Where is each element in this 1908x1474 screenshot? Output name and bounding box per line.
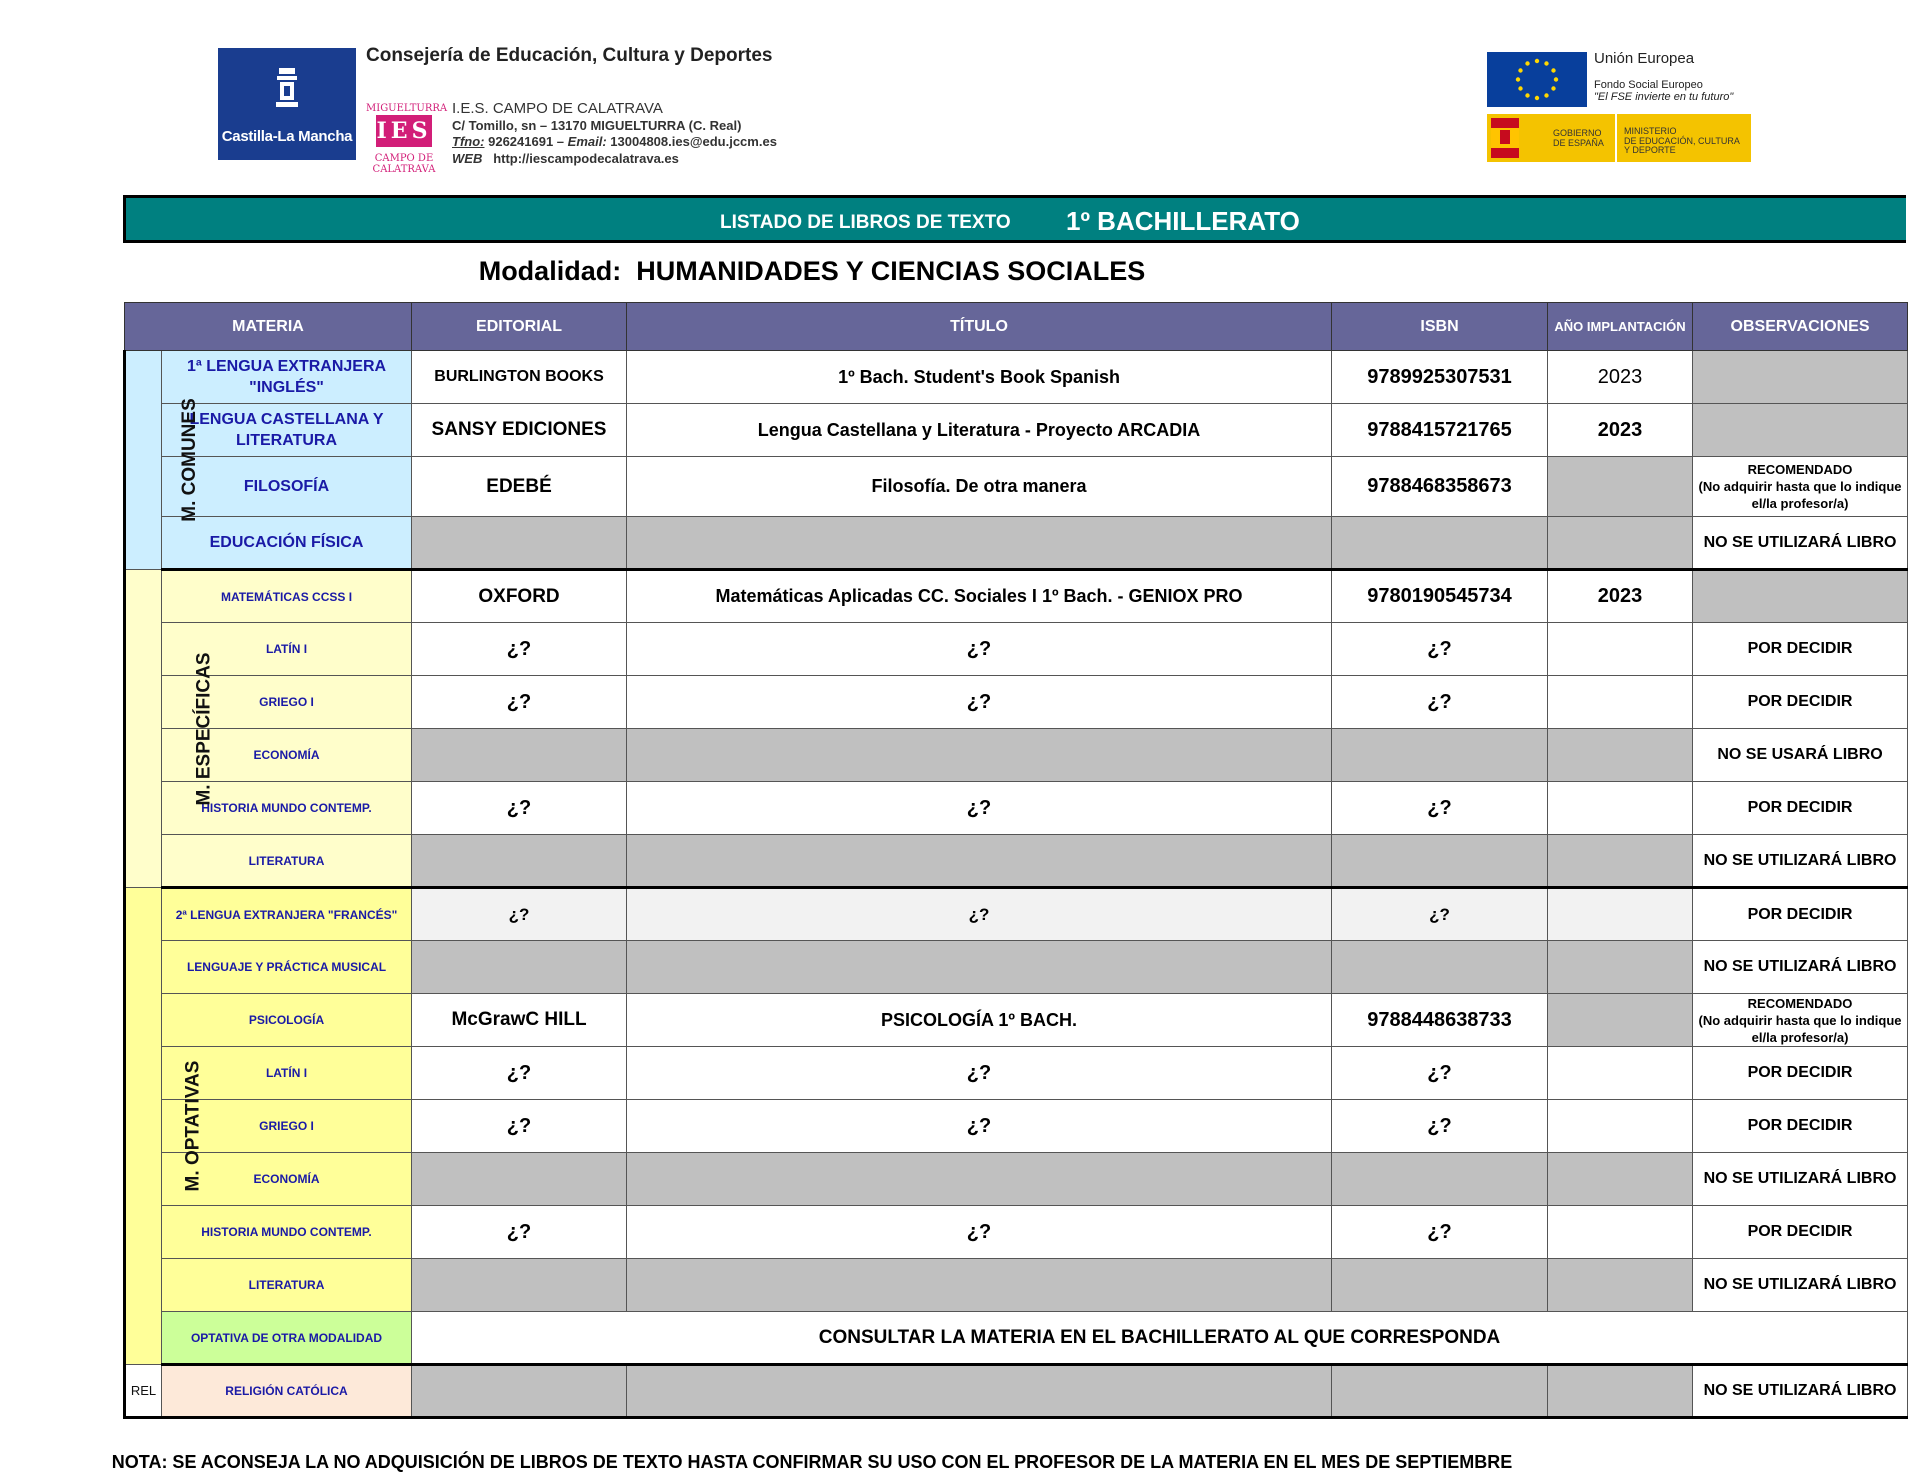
editorial-cell: ¿? xyxy=(412,676,627,729)
editorial-cell: ¿? xyxy=(412,1100,627,1153)
isbn-cell xyxy=(1332,1365,1548,1418)
titulo-cell: ¿? xyxy=(627,1100,1332,1153)
anio-cell xyxy=(1548,1100,1693,1153)
isbn-cell xyxy=(1332,1153,1548,1206)
gob-line2: DE ESPAÑA xyxy=(1553,137,1604,148)
editorial-cell: ¿? xyxy=(412,888,627,941)
isbn-cell xyxy=(1332,835,1548,888)
anio-cell: 2023 xyxy=(1548,570,1693,623)
editorial-cell: ¿? xyxy=(412,1206,627,1259)
table-header-row xyxy=(125,303,1908,351)
nota-footer: NOTA: SE ACONSEJA LA NO ADQUISICIÓN DE LIBROS DE TEXTO HASTA CONFIRMAR SU USO CON EL PROFESOR DE LA MATERIA EN EL MES DE SEPTIEMBRE xyxy=(111,1452,1513,1472)
anio-cell xyxy=(1548,517,1693,570)
editorial-cell: BURLINGTON BOOKS xyxy=(412,351,627,404)
editorial-cell xyxy=(412,941,627,994)
anio-cell xyxy=(1548,994,1693,1047)
materia-cell: PSICOLOGÍA xyxy=(162,994,412,1047)
col-materia: MATERIA xyxy=(125,303,412,351)
isbn-cell: ¿? xyxy=(1332,1047,1548,1100)
anio-cell xyxy=(1548,1259,1693,1312)
materia-cell: 1ª LENGUA EXTRANJERA "INGLÉS" xyxy=(162,351,412,404)
col-observaciones: OBSERVACIONES xyxy=(1693,303,1908,351)
materia-cell: GRIEGO I xyxy=(162,676,412,729)
modalidad-label: Modalidad: xyxy=(478,256,622,286)
group-optativas-label: M. OPTATIVAS xyxy=(182,1060,204,1192)
modalidad-value: HUMANIDADES Y CIENCIAS SOCIALES xyxy=(636,256,1146,286)
eu-title: Unión Europea xyxy=(1594,50,1695,67)
editorial-cell xyxy=(412,1259,627,1312)
table-row xyxy=(125,835,1908,888)
col-isbn: ISBN xyxy=(1332,303,1548,351)
isbn-cell: ¿? xyxy=(1332,1100,1548,1153)
isbn-cell: ¿? xyxy=(1332,1206,1548,1259)
titulo-cell: ¿? xyxy=(627,1047,1332,1100)
isbn-cell xyxy=(1332,941,1548,994)
group-especificas-label: M. ESPECÍFICAS xyxy=(193,651,215,806)
titulo-cell: ¿? xyxy=(627,888,1332,941)
titulo-cell xyxy=(627,729,1332,782)
group-optativas xyxy=(125,888,204,1365)
ies-logo-mid: IES xyxy=(376,115,432,147)
modalidad-heading xyxy=(0,256,1624,287)
group-especificas xyxy=(125,570,215,888)
banner-course: 1º BACHILLERATO xyxy=(1066,206,1300,236)
group-comunes-label: M. COMUNES xyxy=(178,398,200,522)
min-line3: Y DEPORTE xyxy=(1624,145,1676,155)
table-row xyxy=(125,1047,1908,1100)
materia-cell: RELIGIÓN CATÓLICA xyxy=(162,1365,412,1418)
materia-cell: EDUCACIÓN FÍSICA xyxy=(162,517,412,570)
observaciones-cell: POR DECIDIR xyxy=(1693,623,1908,676)
isbn-cell: 9780190545734 xyxy=(1332,570,1548,623)
ies-logo xyxy=(366,103,448,175)
obs-line: RECOMENDADO xyxy=(1747,995,1853,1011)
school-name: I.E.S. CAMPO DE CALATRAVA xyxy=(452,100,663,117)
observaciones-cell: POR DECIDIR xyxy=(1693,676,1908,729)
materia-cell: HISTORIA MUNDO CONTEMP. xyxy=(162,782,412,835)
observaciones-cell xyxy=(1693,351,1908,404)
observaciones-cell xyxy=(1693,404,1908,457)
editorial-cell xyxy=(412,1153,627,1206)
eu-text xyxy=(1594,50,1733,103)
table-row xyxy=(125,888,1908,941)
materia-cell: LENGUA CASTELLANA Y LITERATURA xyxy=(162,404,412,457)
materia-cell: 2ª LENGUA EXTRANJERA "FRANCÉS" xyxy=(162,888,412,941)
isbn-cell: 9788415721765 xyxy=(1332,404,1548,457)
table-row xyxy=(125,404,1908,457)
table-row xyxy=(125,1153,1908,1206)
isbn-cell: ¿? xyxy=(1332,676,1548,729)
titulo-cell: ¿? xyxy=(627,623,1332,676)
min-line2: DE EDUCACIÓN, CULTURA xyxy=(1624,135,1740,146)
editorial-cell xyxy=(412,1365,627,1418)
editorial-cell xyxy=(412,729,627,782)
table-row xyxy=(125,517,1908,570)
col-titulo: TÍTULO xyxy=(627,303,1332,351)
materia-cell: FILOSOFÍA xyxy=(162,457,412,517)
observaciones-cell: NO SE UTILIZARÁ LIBRO xyxy=(1693,517,1908,570)
titulo-cell xyxy=(627,941,1332,994)
observaciones-cell: POR DECIDIR xyxy=(1693,1206,1908,1259)
email-value[interactable]: 13004808.ies@edu.jccm.es xyxy=(610,134,777,149)
titulo-cell: 1º Bach. Student's Book Spanish xyxy=(627,351,1332,404)
anio-cell: 2023 xyxy=(1548,351,1693,404)
obs-line: (No adquirir hasta que lo indique xyxy=(1698,479,1902,494)
group-comunes xyxy=(125,351,200,570)
isbn-cell: ¿? xyxy=(1332,782,1548,835)
table-row xyxy=(125,457,1908,517)
observaciones-cell: POR DECIDIR xyxy=(1693,1047,1908,1100)
col-editorial: EDITORIAL xyxy=(412,303,627,351)
castilla-la-mancha-logo xyxy=(218,48,356,160)
observaciones-cell xyxy=(1693,570,1908,623)
editorial-cell: EDEBÉ xyxy=(412,457,627,517)
titulo-cell xyxy=(627,1365,1332,1418)
editorial-cell xyxy=(412,517,627,570)
titulo-cell: ¿? xyxy=(627,676,1332,729)
anio-cell: 2023 xyxy=(1548,404,1693,457)
titulo-cell: Lengua Castellana y Literatura - Proyecto ARCADIA xyxy=(627,404,1332,457)
titulo-cell xyxy=(627,517,1332,570)
table-row xyxy=(125,1312,1908,1365)
titulo-cell xyxy=(627,1259,1332,1312)
anio-cell xyxy=(1548,676,1693,729)
observaciones-cell: NO SE UTILIZARÁ LIBRO xyxy=(1693,1365,1908,1418)
titulo-cell: ¿? xyxy=(627,1206,1332,1259)
web-link[interactable]: http://iescampodecalatrava.es xyxy=(493,150,679,166)
obs-line: (No adquirir hasta que lo indique xyxy=(1698,1012,1902,1028)
title-banner xyxy=(123,195,1906,243)
obs-line: el/la profesor/a) xyxy=(1751,1029,1849,1045)
anio-cell xyxy=(1548,782,1693,835)
observaciones-cell: NO SE UTILIZARÁ LIBRO xyxy=(1693,1153,1908,1206)
school-contact xyxy=(452,134,777,151)
anio-cell xyxy=(1548,729,1693,782)
table-row xyxy=(125,1365,1908,1418)
materia-cell: ECONOMÍA xyxy=(162,729,412,782)
table-row xyxy=(125,676,1908,729)
anio-cell xyxy=(1548,457,1693,517)
ministerio-text xyxy=(1624,127,1740,156)
banner-label: LISTADO DE LIBROS DE TEXTO xyxy=(720,212,1011,233)
materia-cell: LITERATURA xyxy=(162,835,412,888)
eu-fund: Fondo Social Europeo xyxy=(1594,79,1703,91)
email-label: Email: xyxy=(567,134,607,149)
textbook-table xyxy=(123,302,1908,1419)
materia-cell: ECONOMÍA xyxy=(162,1153,412,1206)
materia-cell: LATÍN I xyxy=(162,1047,412,1100)
table-row xyxy=(125,1100,1908,1153)
materia-cell: GRIEGO I xyxy=(162,1100,412,1153)
anio-cell xyxy=(1548,1153,1693,1206)
coat-of-arms-icon xyxy=(270,66,304,110)
spain-shield-icon xyxy=(1491,118,1519,158)
isbn-cell xyxy=(1332,729,1548,782)
observaciones-cell: POR DECIDIR xyxy=(1693,1100,1908,1153)
observaciones-cell: NO SE UTILIZARÁ LIBRO xyxy=(1693,1259,1908,1312)
isbn-cell xyxy=(1332,1259,1548,1312)
isbn-cell: ¿? xyxy=(1332,623,1548,676)
isbn-cell: ¿? xyxy=(1332,888,1548,941)
table-row xyxy=(125,729,1908,782)
gob-separator xyxy=(1615,114,1617,162)
materia-cell: LENGUAJE Y PRÁCTICA MUSICAL xyxy=(162,941,412,994)
web-label: WEB xyxy=(452,150,483,166)
editorial-cell: SANSY EDICIONES xyxy=(412,404,627,457)
isbn-cell xyxy=(1332,517,1548,570)
materia-cell: LATÍN I xyxy=(162,623,412,676)
region-logo-text: Castilla-La Mancha xyxy=(221,128,353,145)
anio-cell xyxy=(1548,1365,1693,1418)
table-row xyxy=(125,570,1908,623)
observaciones-cell: POR DECIDIR xyxy=(1693,888,1908,941)
editorial-cell xyxy=(412,835,627,888)
editorial-cell: ¿? xyxy=(412,782,627,835)
editorial-cell: ¿? xyxy=(412,623,627,676)
materia-cell: OPTATIVA DE OTRA MODALIDAD xyxy=(162,1312,412,1365)
table-row xyxy=(125,1259,1908,1312)
table-row xyxy=(125,623,1908,676)
isbn-cell: 9788468358673 xyxy=(1332,457,1548,517)
group-rel: REL xyxy=(125,1365,162,1418)
observaciones-cell: NO SE USARÁ LIBRO xyxy=(1693,729,1908,782)
ies-logo-top: MIGUELTURRA xyxy=(366,103,448,114)
tfno-label: Tfno: xyxy=(452,134,485,149)
isbn-cell: 9788448638733 xyxy=(1332,994,1548,1047)
table-row xyxy=(125,994,1908,1047)
titulo-cell: Matemáticas Aplicadas CC. Sociales I 1º Bach. - GENIOX PRO xyxy=(627,570,1332,623)
isbn-cell: 9789925307531 xyxy=(1332,351,1548,404)
titulo-cell xyxy=(627,1153,1332,1206)
col-anio: AÑO IMPLANTACIÓN xyxy=(1548,303,1693,351)
gobierno-logo-bar xyxy=(1487,114,1751,162)
titulo-cell: PSICOLOGÍA 1º BACH. xyxy=(627,994,1332,1047)
school-web xyxy=(452,151,777,168)
titulo-cell xyxy=(627,835,1332,888)
obs-line: el/la profesor/a) xyxy=(1751,496,1849,511)
observaciones-cell: NO SE UTILIZARÁ LIBRO xyxy=(1693,941,1908,994)
materia-cell: LITERATURA xyxy=(162,1259,412,1312)
anio-cell xyxy=(1548,1047,1693,1100)
editorial-cell: OXFORD xyxy=(412,570,627,623)
table-row xyxy=(125,941,1908,994)
ies-logo-bottom: CAMPO DE CALATRAVA xyxy=(372,153,436,175)
consult-cell: CONSULTAR LA MATERIA EN EL BACHILLERATO AL QUE CORRESPONDA xyxy=(412,1312,1908,1365)
eu-motto: "El FSE invierte en tu futuro" xyxy=(1594,91,1734,103)
tfno-value: 926241691 – xyxy=(488,134,565,149)
observaciones-cell: NO SE UTILIZARÁ LIBRO xyxy=(1693,835,1908,888)
editorial-cell: ¿? xyxy=(412,1047,627,1100)
observaciones-cell xyxy=(1693,994,1908,1047)
titulo-cell: Filosofía. De otra manera xyxy=(627,457,1332,517)
gob-line1: GOBIERNO xyxy=(1553,128,1602,138)
anio-cell xyxy=(1548,623,1693,676)
materia-cell: MATEMÁTICAS CCSS I xyxy=(162,570,412,623)
anio-cell xyxy=(1548,941,1693,994)
observaciones-cell xyxy=(1693,457,1908,517)
materia-cell: HISTORIA MUNDO CONTEMP. xyxy=(162,1206,412,1259)
table-row xyxy=(125,351,1908,404)
observaciones-cell: POR DECIDIR xyxy=(1693,782,1908,835)
school-info xyxy=(452,101,777,167)
anio-cell xyxy=(1548,835,1693,888)
min-line1: MINISTERIO xyxy=(1624,126,1677,136)
school-address: C/ Tomillo, sn – 13170 MIGUELTURRA (C. Real) xyxy=(452,117,742,133)
table-row xyxy=(125,782,1908,835)
anio-cell xyxy=(1548,888,1693,941)
consejeria-title: Consejería de Educación, Cultura y Deportes xyxy=(366,45,773,66)
table-row xyxy=(125,1206,1908,1259)
gobierno-text xyxy=(1553,129,1604,148)
editorial-cell: McGrawC HILL xyxy=(412,994,627,1047)
eu-flag-icon xyxy=(1487,52,1587,107)
obs-line: RECOMENDADO xyxy=(1747,462,1853,477)
anio-cell xyxy=(1548,1206,1693,1259)
titulo-cell: ¿? xyxy=(627,782,1332,835)
